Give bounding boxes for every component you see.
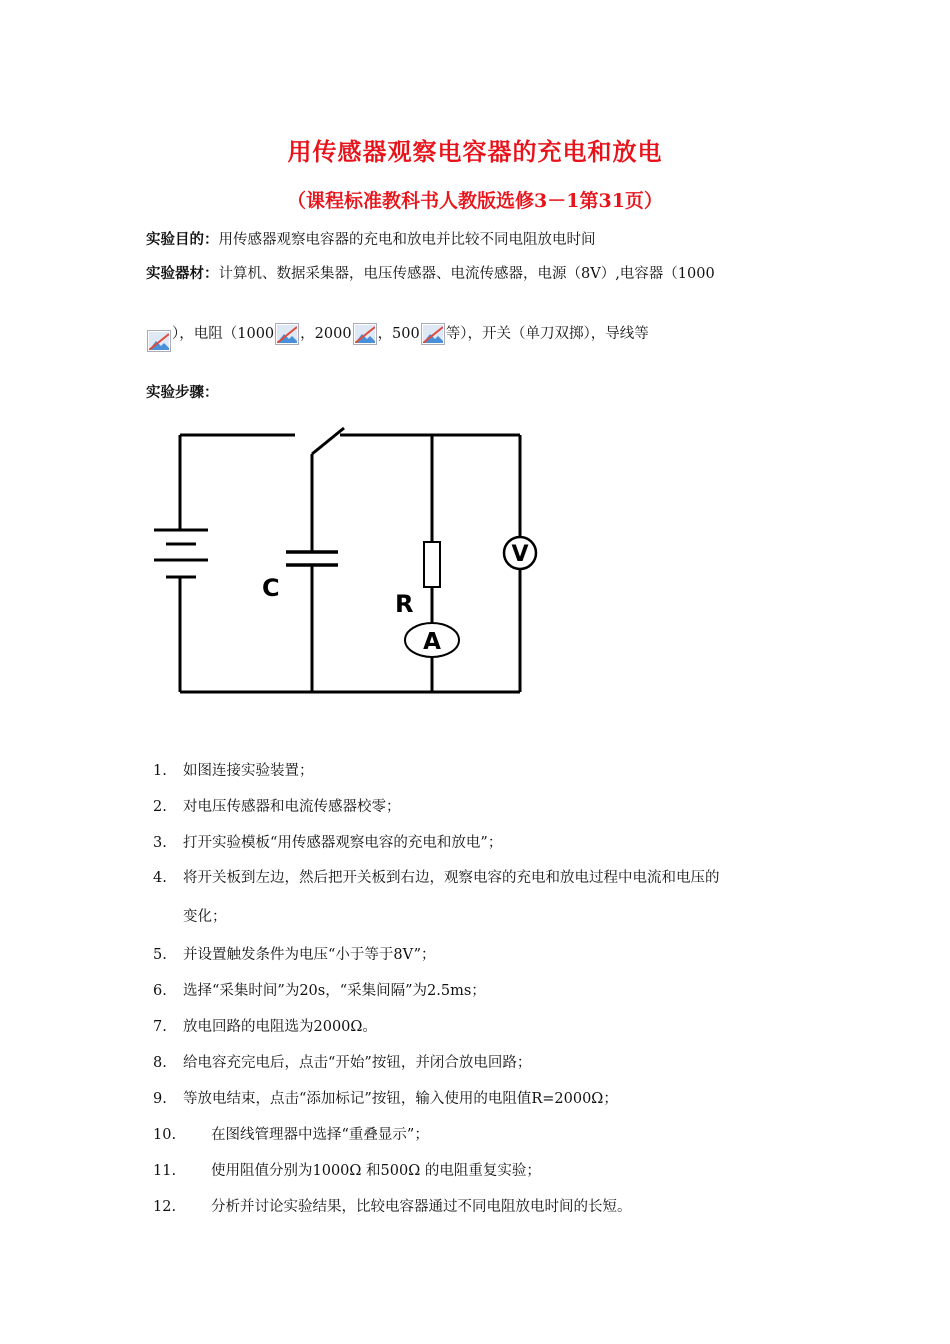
step-text: 在图线管理器中选择“重叠显示”； bbox=[211, 1127, 429, 1143]
step-number: 1. bbox=[153, 763, 167, 779]
materials-text-2d: 等），开关（单刀双掷），导线等 bbox=[445, 326, 649, 342]
step-number: 2. bbox=[153, 799, 167, 815]
purpose-label: 实验目的： bbox=[146, 232, 219, 248]
battery-symbol bbox=[154, 530, 208, 577]
circuit-diagram bbox=[140, 420, 540, 705]
page-subtitle: （课程标准教科书人教版选修3－1第31页） bbox=[287, 190, 663, 212]
page-title: 用传感器观察电容器的充电和放电 bbox=[287, 137, 663, 166]
broken-image-icon bbox=[147, 330, 171, 352]
steps-label: 实验步骤： bbox=[146, 385, 219, 401]
step-text: 将开关板到左边，然后把开关板到右边，观察电容的充电和放电过程中电流和电压的 bbox=[183, 870, 720, 886]
materials-line-2 bbox=[146, 322, 649, 352]
step-text: 放电回路的电阻选为2000Ω。 bbox=[183, 1019, 377, 1035]
step-number: 12. bbox=[153, 1199, 177, 1215]
step-text: 并设置触发条件为电压“小于等于8V”； bbox=[183, 947, 436, 963]
list-item bbox=[153, 943, 436, 964]
ammeter-label: A bbox=[423, 629, 441, 655]
step-text: 等放电结束，点击“添加标记”按钮，输入使用的电阻值R=2000Ω； bbox=[183, 1091, 618, 1107]
step-number: 7. bbox=[153, 1019, 167, 1035]
step-text: 打开实验模板“用传感器观察电容的充电和放电”； bbox=[183, 835, 503, 851]
step-text: 给电容充完电后，点击“开始”按钮，并闭合放电回路； bbox=[183, 1055, 532, 1071]
list-item bbox=[153, 979, 486, 1000]
step-number: 5. bbox=[153, 947, 167, 963]
step-text: 选择“采集时间”为20s，“采集间隔”为2.5ms； bbox=[183, 983, 486, 999]
list-item bbox=[153, 1015, 377, 1036]
capacitor-label: C bbox=[262, 574, 280, 602]
purpose-line bbox=[146, 228, 596, 249]
list-item bbox=[153, 1159, 541, 1180]
step-text: 分析并讨论实验结果，比较电容器通过不同电阻放电时间的长短。 bbox=[211, 1199, 632, 1215]
resistor-symbol bbox=[424, 542, 440, 587]
step-text: 如图连接实验装置； bbox=[183, 763, 314, 779]
materials-text-2b: ，2000 bbox=[300, 326, 352, 342]
voltmeter-label: V bbox=[511, 542, 529, 567]
list-item bbox=[153, 1087, 618, 1108]
step-text-continuation: 变化； bbox=[183, 909, 227, 925]
purpose-text: 用传感器观察电容器的充电和放电并比较不同电阻放电时间 bbox=[218, 232, 596, 248]
list-item bbox=[153, 1195, 632, 1216]
step-text: 使用阻值分别为1000Ω 和500Ω 的电阻重复实验； bbox=[211, 1163, 541, 1179]
list-item bbox=[153, 866, 720, 887]
list-item bbox=[153, 759, 314, 780]
materials-text-2a: ），电阻（1000 bbox=[172, 326, 275, 342]
materials-text-2c: ，500 bbox=[377, 326, 420, 342]
materials-line-1 bbox=[146, 262, 715, 283]
step-number: 4. bbox=[153, 870, 167, 886]
capacitor-symbol bbox=[286, 552, 338, 565]
list-item bbox=[153, 1051, 531, 1072]
switch-blade bbox=[312, 428, 344, 454]
list-item bbox=[153, 831, 502, 852]
step-number: 9. bbox=[153, 1091, 167, 1107]
list-item bbox=[153, 1123, 429, 1144]
broken-image-icon bbox=[353, 323, 377, 345]
resistor-label: R bbox=[395, 590, 414, 618]
step-number: 3. bbox=[153, 835, 167, 851]
materials-label: 实验器材： bbox=[146, 266, 219, 282]
materials-text-1: 计算机、数据采集器，电压传感器、电流传感器，电源（8V）,电容器（1000 bbox=[218, 266, 715, 282]
step-number: 6. bbox=[153, 983, 167, 999]
step-number: 8. bbox=[153, 1055, 167, 1071]
list-item bbox=[153, 795, 401, 816]
step-text: 对电压传感器和电流传感器校零； bbox=[183, 799, 401, 815]
broken-image-icon bbox=[421, 323, 445, 345]
broken-image-icon bbox=[275, 323, 299, 345]
step-number: 11. bbox=[153, 1163, 177, 1179]
step-number: 10. bbox=[153, 1127, 177, 1143]
